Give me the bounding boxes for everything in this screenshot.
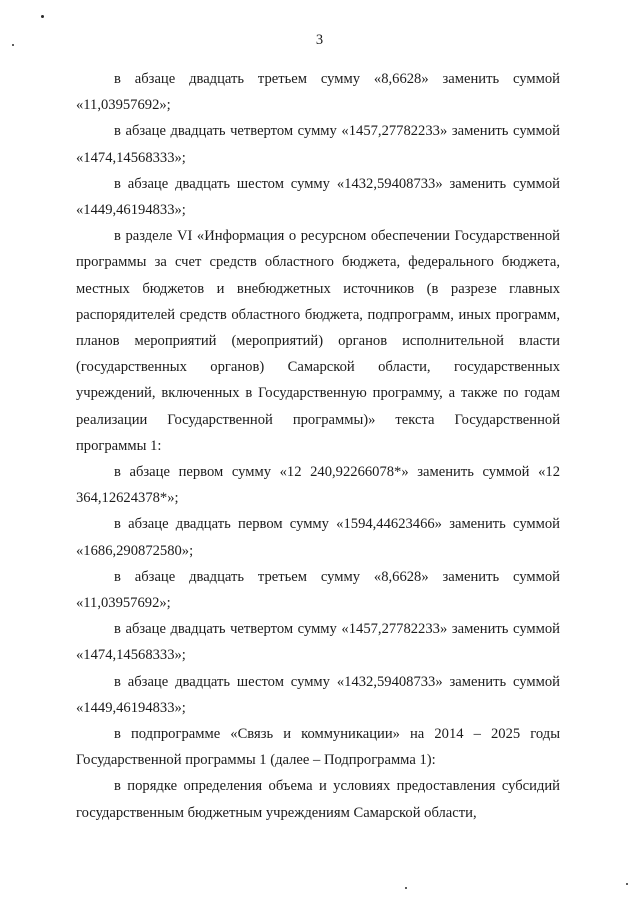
paragraph: в порядке определения объема и условиях предоставления субсидий государственным бюджетным учреждениям Самарской области,: [76, 778, 560, 821]
document-body: [76, 66, 560, 826]
paragraph: в разделе VI «Информация о ресурсном обеспечении Государственной программы за счет средств областного бюджета, федерального бюджета, местных бюджетов и внебюджетных источников (в разрезе главных распорядителей средств областного бюджета, подпрограмм, иных программ, планов мероприятий (мероприятий) органов исполнительной власти (государственных органов) Самарской области, государственных учреждений, включенных в Государственную программу, а также по годам реализации Государственной программы)» текста Государственной программы 1:: [76, 228, 560, 454]
paragraph: в подпрограмме «Связь и коммуникации» на 2014 – 2025 годы Государственной программы 1 (далее – Подпрограмма 1):: [76, 726, 560, 769]
page-number: 3: [315, 32, 324, 48]
paragraph: в абзаце двадцать шестом сумму «1432,59408733» заменить суммой «1449,46194833»;: [76, 175, 560, 219]
scan-speck: [405, 887, 407, 889]
paragraph: в абзаце двадцать четвертом сумму «1457,27782233» заменить суммой «1474,14568333»;: [76, 123, 560, 166]
paragraph: в абзаце двадцать третьем сумму «8,6628» заменить суммой «11,03957692»;: [76, 71, 560, 114]
scan-speck: [626, 883, 628, 885]
paragraph: в абзаце двадцать шестом сумму «1432,59408733» заменить суммой «1449,46194833»;: [76, 673, 560, 716]
scan-speck: [41, 15, 44, 18]
paragraph: в абзаце двадцать третьем сумму «8,6628» заменить суммой «11,03957692»;: [76, 568, 560, 612]
paragraph: в абзаце двадцать четвертом сумму «1457,27782233» заменить суммой «1474,14568333»;: [76, 621, 560, 664]
paragraph: в абзаце двадцать первом сумму «1594,44623466» заменить суммой «1686,290872580»;: [76, 516, 560, 559]
paragraph: в абзаце первом сумму «12 240,92266078*» заменить суммой «12 364,12624378*»;: [76, 464, 560, 507]
